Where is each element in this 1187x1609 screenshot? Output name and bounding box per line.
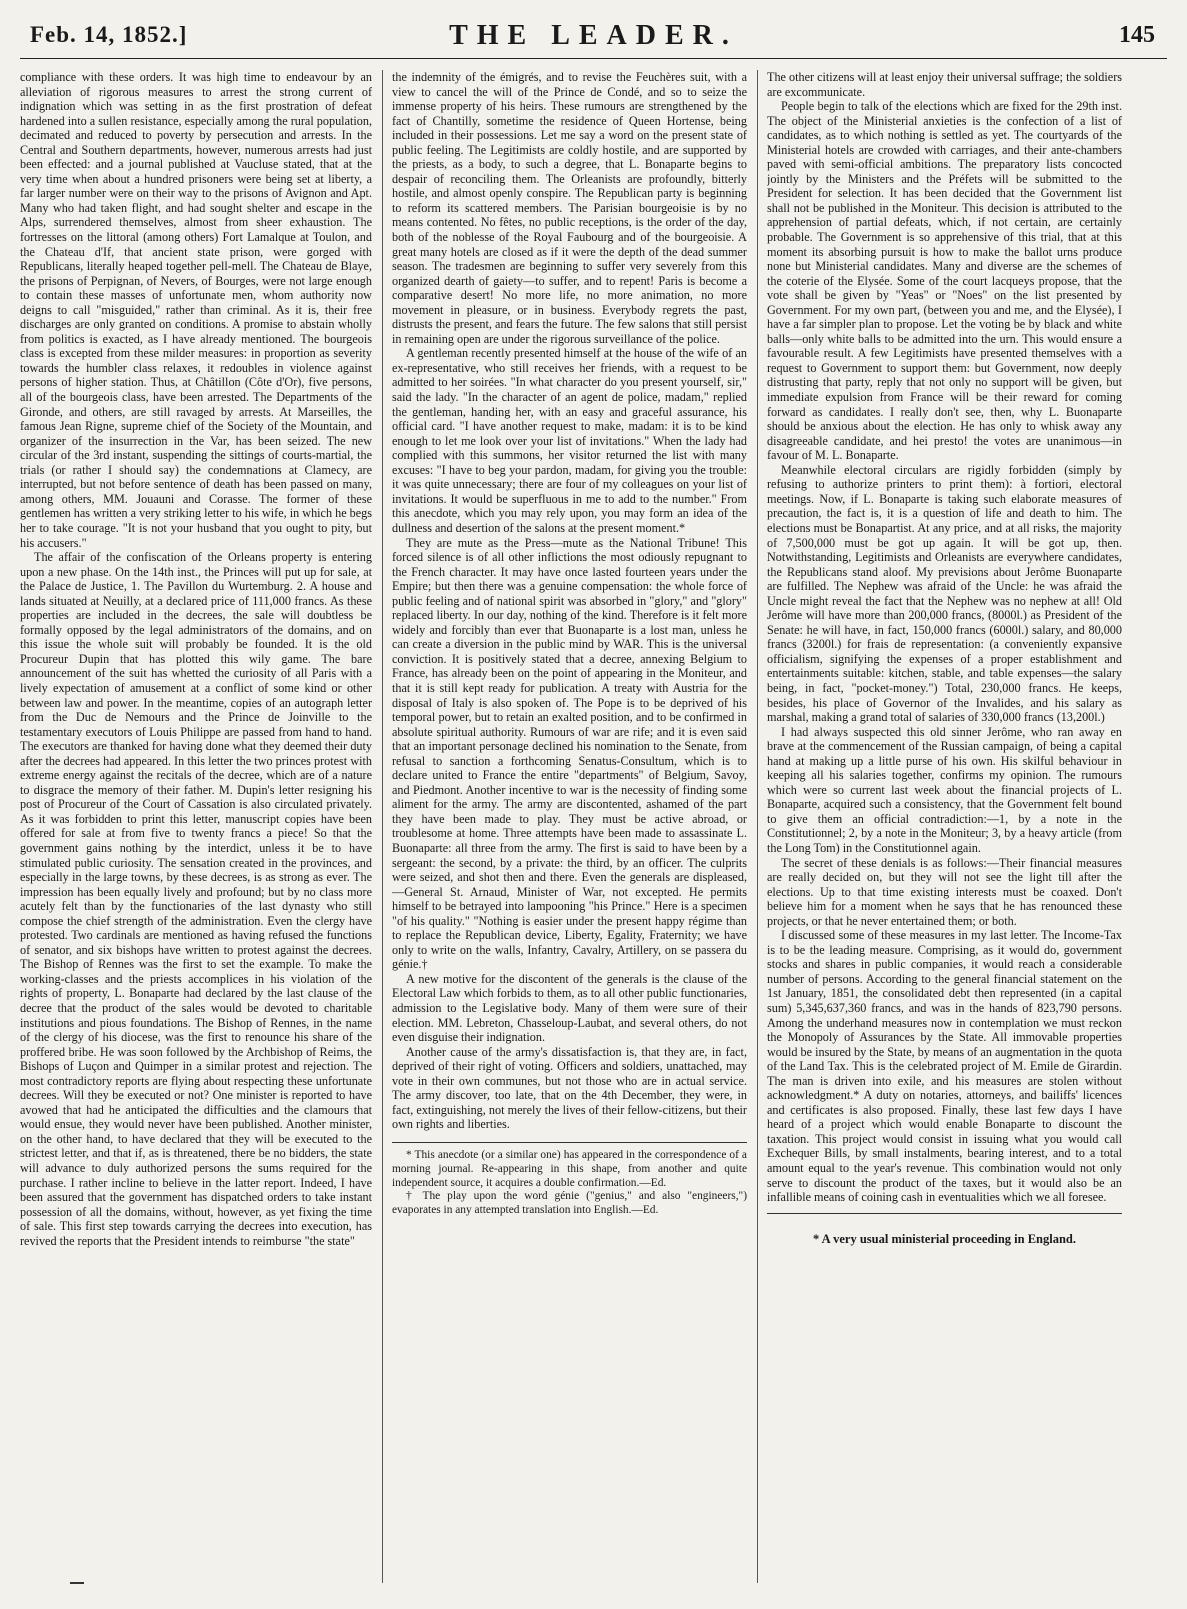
column-1 <box>20 70 372 1583</box>
masthead <box>20 18 1167 59</box>
paragraph: The secret of these denials is as follows:—Their financial measures are really decided on, but they will not see the light till after the elections. Up to that time existing interests must be coaxed. Don't believe him for a moment when he says that he has renounced these projects, or that he never entertained them; or both. <box>767 855 1122 928</box>
column-divider <box>382 70 383 1583</box>
footnote-divider <box>392 1142 747 1143</box>
paragraph: the indemnity of the émigrés, and to revise the Feuchères suit, with a view to cancel the will of the Prince de Condé, and so to seize the immense property of his heirs. These rumours are strengthened by the fact of Chantilly, sometime the residence of Queen Hortense, being included in their possessions. Let me say a word on the present state of public feeling. The Legitimists are coldly hostile, and are supported by the priests, as a body, to such a degree, that L. Bonaparte begins to despair of reconciling them. The Orleanists are profoundly, bitterly hostile, and almost openly conspire. The Republican party is beginning to reform its scattered members. The Parisian bourgeoisie is by no means contented. No fêtes, no public receptions, is the order of the day, both of the noblesse of the Royal Faubourg and of the bourgeoisie. A great many hotels are closed as if it were the depth of the dead summer season. The tradesmen are beginning to suffer very severely from this organized dearth of gaiety—to suffer, and to repent! Paris is become a comparative desert! No more life, no more animation, no more movement in pleasure, or in business. Everybody regrets the past, distrusts the present, and fears the future. The few salons that still persist in remaining open are under the rigorous surveillance of the police. <box>392 70 747 346</box>
paragraph: A new motive for the discontent of the generals is the clause of the Electoral Law which forbids to them, as to all other public functionaries, admission to the Legislative body. Many of them were sure of their election. MM. Lebreton, Chasseloup-Laubat, and several others, do not even disguise their indignation. <box>392 971 747 1045</box>
paragraph: The affair of the confiscation of the Orleans property is entering upon a new phase. On the 14th inst., the Princes will put up for sale, at the Palace de Justice, 1. The Pavillon du Wurtemburg. 2. A house and lands situated at Neuilly, at a declared price of 111,000 francs. As these properties are included in the decrees, the sale will doubtless be formally opposed by the legal administrators of the domains, and on this issue the whole suit will probably be founded. It is the old Procureur Dupin that has plotted this wily game. The bare announcement of the suit has whetted the curiosity of all Paris with a lively expectation of amusement at a conflict of some kind or other between law and power. In the meantime, copies of an autograph letter from the Duc de Nemours and the Prince de Joinville to the testamentary executors of Louis Philippe are passed from hand to hand. The executors are thanked for having done what they deemed their duty after the decrees had appeared. In this letter the two princes protest with extreme energy against the recitals of the decree, which are of a nature to disgrace the memory of their father. M. Dupin's letter resigning his post of Procureur of the Court of Cassation is also circulated privately. As it was forbidden to print this letter, manuscript copies have been offered for sale at from five to twenty francs a piece! So that the government gains nothing by the interdict, unless it be to have stimulated public curiosity. The sensation created in the provinces, and especially in the large towns, by these decrees, is as strong as ever. The impression has been equally lively and profound; but by no class more acutely felt than by the functionaries of the last dynasty who still compose the chief strength of the administration. Even the clergy have protested. Two cardinals are mentioned as having refused the functions of senator, and six bishops have written to protest against the decrees. The Bishop of Rennes was the first to set the example. To make the working-classes and the priests accomplices in his violation of the rights of property, L. Bonaparte had declared by the last clause of the decree that the product of the sales would be devoted to charitable institutions and pious foundations. The Bishop of Rennes, in the name of the clergy of his diocese, was the first to renounce his share of the proffered bribe. He was soon followed by the Archbishop of Reims, the Bishops of Luçon and Quimper in a similar protest and rejection. The most contradictory reports are flying about respecting these unfortunate decrees. Will they be executed or not? One minister is reported to have avowed that had he anticipated the difficulties and the clamours that would ensue, they would never have been published. Another minister, on the other hand, to have declared that they will be executed to the strictest letter, and that if, as is threatened, there be no bidders, the state will advance to duly authorized persons the sums required for the purchase. I rather incline to believe in the latter report. Indeed, I have been assured that the government has dispatched orders to take instant possession of all the domains, without, however, as yet fixing the time of sale. This first step towards carrying the decrees into execution, has revived the reports that the President intends to reimburse "the state" <box>20 550 372 1248</box>
footnote: † The play upon the word génie ("genius," and also "engineers,") evaporates in any attempted translation into English.—Ed. <box>392 1190 747 1217</box>
paragraph: The other citizens will at least enjoy their universal suffrage; the soldiers are excommunicate. <box>767 70 1122 99</box>
paragraph: Meanwhile electoral circulars are rigidly forbidden (simply by refusing to authorize printers to print them): à fortiori, electoral meetings. Now, if L. Bonaparte is taking such elaborate measures of precaution, the fact is, it is a question of life and death to him. The elections must be Bonapartist. At any price, and at all risks, the majority of 7,500,000 must be got up again. It will be got up, then. Notwithstanding, Legitimists and Orleanists are everywhere candidates, the Republicans stand aloof. My previsions about Jerôme Buonaparte are fulfilled. The Nephew was afraid of the Uncle: he was afraid the Uncle might reveal the fact that the Nephew was no nephew at all! Old Jerôme will have more than 200,000 francs, (8000l.) as President of the Senate: he will have, in fact, 150,000 francs (6000l.) salary, and 80,000 francs (3200l.) for frais de representation: (a conveniently expansive officialism, signifying the expenses of a proper establishment and entertainments suitable: kitchen, stable, and table expenses—the salary being, in fact, "pocket-money.") Total, 230,000 francs. He keeps, besides, his place of Governor of the Invalides, and his salary as marshal, making a grand total of salaries of 330,000 francs (13,200l.) <box>767 462 1122 725</box>
paragraph: Another cause of the army's dissatisfaction is, that they are, in fact, deprived of their right of voting. Officers and soldiers, unattached, may vote in their own communes, but not those who are in actual service. The army discover, too late, that on the 4th December, they were, in fact, extinguishing, not merely the lives of their fellow-citizens, but their own rights and liberties. <box>392 1044 747 1132</box>
footnote: * This anecdote (or a similar one) has appeared in the correspondence of a morning journal. Re-appearing in this shape, from another and quite independent source, it acquires a double confirmation.—Ed. <box>392 1148 747 1189</box>
paragraph: People begin to talk of the elections which are fixed for the 29th inst. The object of the Ministerial anxieties is the confection of a list of candidates, as to which nothing is settled as yet. The courtyards of the Ministerial hotels are crowded with carriages, and their ante-chambers paved with semi-official ambitions. The preparatory lists concocted jointly by the Ministers and the Préfets will be submitted to the President for selection. It has been decided that the Government list shall not be published in the Moniteur. This decision is attributed to the apprehension of partial defeats, which, if not certain, are certainly probable. The Government is so apprehensive of this trial, that at this moment its absorbing pursuit is how to make the ballot urns produce none but Ministerial candidates. Many and diverse are the schemes of the coterie of the Elysée. Some of the court lacqueys propose, that the vote shall be given by "Yeas" or "Noes" on the list presented by Government. For my own part, (between you and me, and the Elysée), I have a far simpler plan to propose. Let the voting be by black and white balls—only white balls to be admitted into the urn. This would ensure a favourable result. A few Legitimists have presented themselves with a request to Government to support them: but Government, now deeply distrusting that party, reply that not only no support will be given, but immediate expulsion from France will be their reward for coming forward as candidates. I really don't see, then, why L. Buonaparte should be anxious about the election. He has only to whisk away any disagreeable candidate, and hei presto! the votes are unanimous—in favour of M. L. Bonaparte. <box>767 99 1122 463</box>
paragraph: They are mute as the Press—mute as the National Tribune! This forced silence is of all other inflictions the most odiously repugnant to the French character. It may have once lasted fourteen years under the Empire; but then there was a genuine compensation: the whole force of public feeling and of national spirit was absorbed in "glory," and "glory" replaced liberty. In our day, nothing of the kind. Therefore is it felt more widely and forcibly than ever that Buonaparte is a lost man, unless he can create a diversion in the public mind by WAR. This is the universal conviction. It is positively stated that a decree, annexing Belgium to France, has already been on the point of appearing in the Moniteur, and that it is still kept ready for publication. A treaty with Austria for the disposal of Italy is also spoken of. The Pope is to be deprived of his temporal power, but to retain an exalted position, and to be confirmed in absolute spiritual authority. Rumours of war are rife; and it is even said that an important personage declined his nomination to the Senate, from refusal to sanction a forthcoming Senatus-Consultum, which is to declare united to France the entire "departments" of Belgium, Savoy, and Piedmont. Another incentive to war is the necessity of finding some aliment for the army. The army are discontented, ashamed of the part they have been made to play. They must be active abroad, or troublesome at home. Three attempts have been made to assassinate L. Buonaparte: all three from the army. The first is said to have been by a sergeant: the second, by a private: the third, by an officer. The culprits were seized, and shot then and there. Even the generals are displeased,—General St. Arnaud, Minister of War, not excepted. He permits himself to be betrayed into lampooning "his Prince." Here is a specimen "of his quality." "Nothing is easier under the present happy régime than to replace the Republican device, Liberty, Egality, Fraternity; we have only to write on the walls, Infantry, Cavalry, Artillery, on se passera du génie.† <box>392 535 747 972</box>
page-foot-mark <box>70 1582 84 1584</box>
paragraph: I had always suspected this old sinner Jerôme, who ran away en brave at the commencement of the Russian campaign, of being a capital hand at making up a little purse of his own. His skilful behaviour in keeping all his salaries together, confirms my opinion. The rumours which were so current last week about the financial projects of L. Bonaparte, acquired such a consistency, that the Government felt bound to give them an official contradiction:—1, by a note in the Constitutionnel; 2, by a note in the Moniteur; 3, by a heavy article (from the Long Tom) in the Constitutionnel again. <box>767 724 1122 855</box>
note-divider <box>767 1213 1122 1214</box>
page-number: 145 <box>1119 22 1155 48</box>
column-2 <box>392 70 747 1583</box>
issue-date: Feb. 14, 1852.] <box>30 22 188 47</box>
newspaper-title: THE LEADER. <box>449 20 738 51</box>
paragraph: I discussed some of these measures in my last letter. The Income-Tax is to be the leading measure. Comprising, as it would do, government stocks and shares in public companies, it would reach a considerable number of persons. According to the general financial statement on the 1st January, 1851, the consolidated debt then represented (in a capital sum) 5,345,637,360 francs, and was in the hands of 823,790 persons. Among the underhand measures now in contemplation we must reckon the Monopoly of Assurances by the State. All immovable properties would be insured by the State, by means of an augmentation in the quota of the Land Tax. This is the celebrated project of M. Emile de Girardin. The man is driven into exile, and his measures are stolen without acknowledgment.* A duty on notaries, attorneys, and bailiffs' licences and certificates is also proposed. Finally, these last few days I have heard of a project which would enable Bonaparte to discount the taxation. This project would consist in issuing what you would call Exchequer Bills, by small instalments, bearing interest, and to a total amount equal to the year's revenue. This combination would not only serve to discount the product of the taxes, but it would also be an infallible means of coining cash in eventualities which we all foresee. <box>767 928 1122 1205</box>
paragraph: A gentleman recently presented himself at the house of the wife of an ex-representative, who still receives her friends, with a request to be admitted to her soirées. "In what character do you present yourself, sir," said the lady. "In the character of an agent de police, madam," replied the gentleman, handing her, with an easy and graceful assurance, his official card. "I have another request to make, madam: it is to be kind enough to let me look over your list of invitations." When the lady had complied with this summons, her visitor returned the list with many excuses: "I have to beg your pardon, madam, for giving you the trouble: it was quite unnecessary; there are four of my colleagues on your list of invitations. It would be superfluous in me to add to the number." From this anecdote, which you may rely upon, you may form an idea of the dullness and desertion of the salons at the present moment.* <box>392 346 747 535</box>
paragraph: compliance with these orders. It was high time to endeavour by an alleviation of rigorous measures to arrest the strong current of indignation which was setting in as the first prostration of defeat hardened into a sullen resistance, especially among the rural population, decimated and reduced to poverty by persecution and arrests. In the Central and Southern departments, however, numerous arrests had just been effected: and a journal published at Vaucluse stated, that at the very time when about a hundred prisoners were being set at liberty, a far larger number were on their way to the prisons of Avignon and Apt. Many who had taken flight, and had sought shelter and escape in the Alps, surrendered themselves, almost from sheer exhaustion. The fortresses on the littoral (among others) Fort Lamalque at Toulon, and the Chateau d'If, that ancient state prison, were gorged with Republicans, literally heaped together pell-mell. The Chateau de Blaye, the prisons of Perpignan, of Nevers, of Bourges, were not large enough to contain these masses of unfortunate men, whom authority now deigns to call "misguided," rather than criminal. As it is, their free discharges are only granted on conditions. A promise to abstain wholly from politics is exacted, as I have already mentioned. The bourgeois class is excepted from these milder measures: in proportion as severity towards the humbler class relaxes, it redoubles in violence against persons of higher station. Thus, at Châtillon (Côte d'Or), five persons, all of the bourgeois class, have been arrested. The Departments of the Gironde, and others, are still ravaged by arrests. At Marseilles, the famous Jean Rigne, supreme chief of the Society of the Mountain, and organizer of the insurrection in the Var, has been seized. The new circular of the 3rd instant, suspending the sittings of courts-martial, the trials (or rather I should say) the condemnations at Clamecy, are interrupted, but not before sentence of death has been passed on many, among others, MM. Jouauni and Corasse. The former of these gentlemen has written a very striking letter to his wife, in which he begs her to take courage. "It is not your husband that you ought to pity, but his accusers." <box>20 70 372 550</box>
column-3 <box>767 70 1122 1583</box>
footnote: * A very usual ministerial proceeding in England. <box>812 1231 1076 1246</box>
column-divider <box>757 70 758 1583</box>
